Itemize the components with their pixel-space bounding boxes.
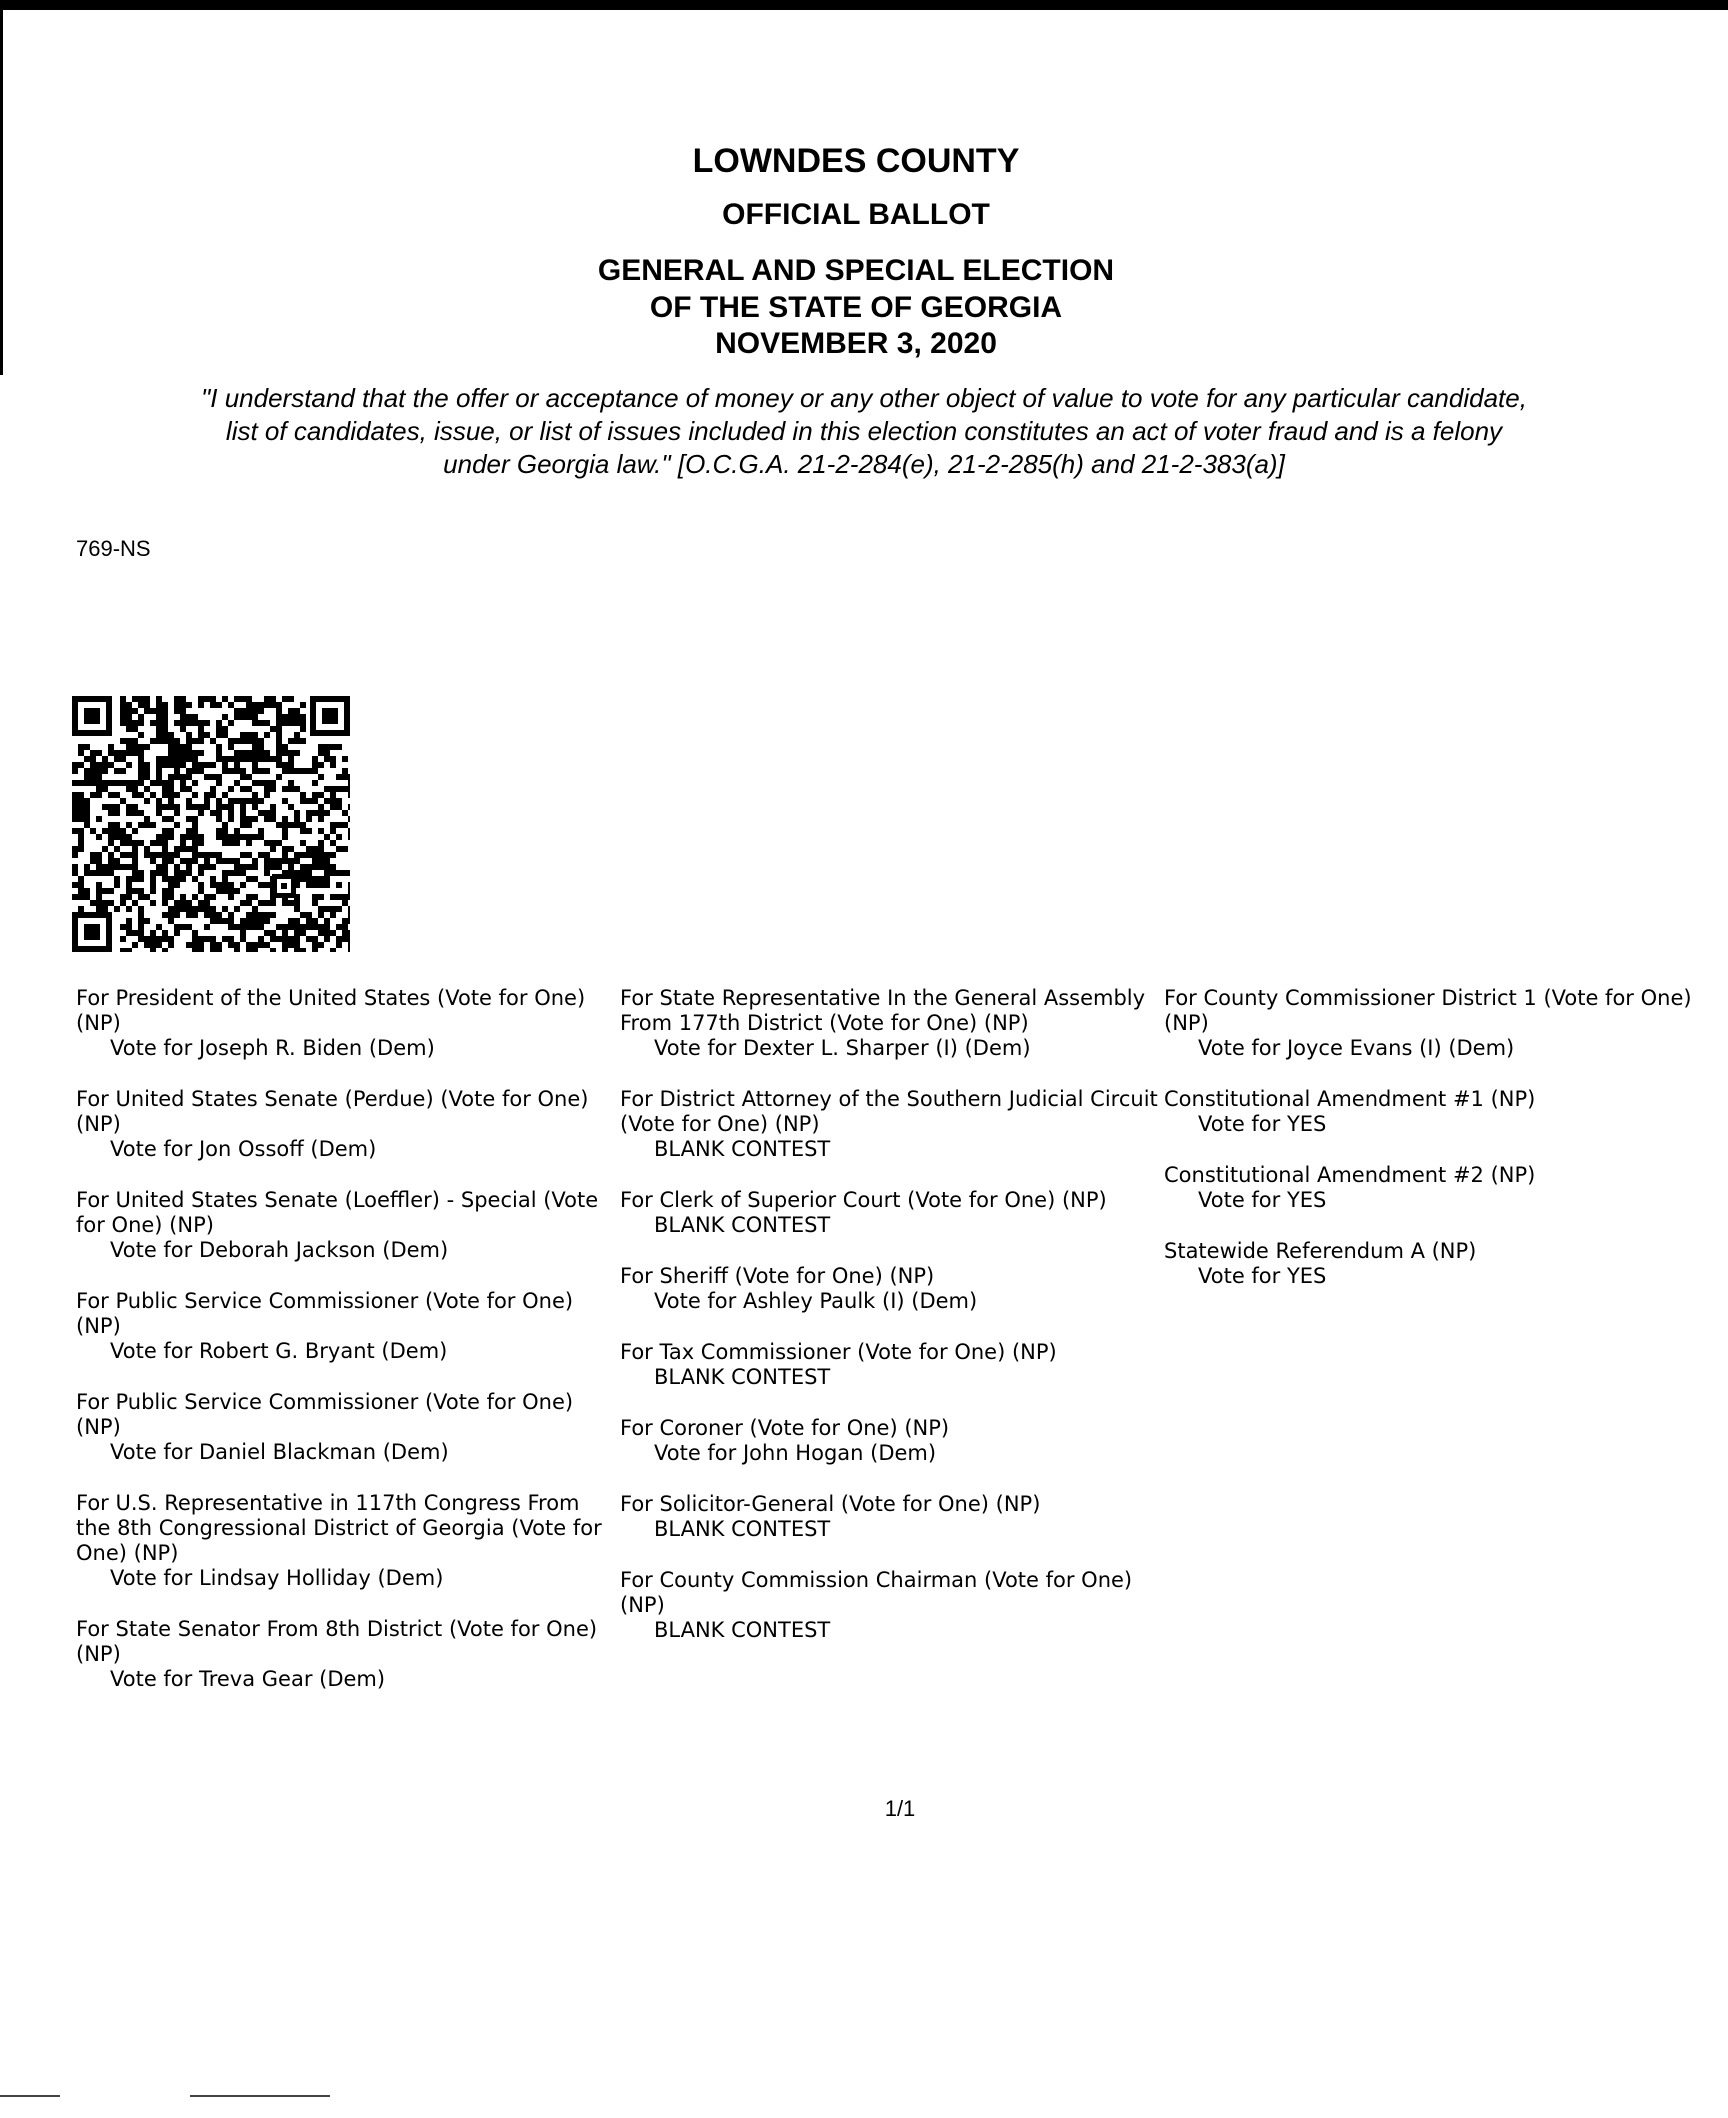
- contest-block: [76, 986, 616, 1061]
- county-title: LOWNDES COUNTY: [692, 142, 1020, 180]
- contest-block: [620, 1264, 1165, 1314]
- contest-selection: Vote for Dexter L. Sharper (I) (Dem): [654, 1036, 1031, 1060]
- contest-selection: Vote for Joyce Evans (I) (Dem): [1198, 1036, 1515, 1060]
- contest-block: [620, 1087, 1165, 1162]
- ballot-type-title: OFFICIAL BALLOT: [722, 198, 990, 231]
- qr-code: [72, 696, 350, 952]
- contest-column-3: [1164, 986, 1724, 1315]
- contest-block: [620, 1492, 1165, 1542]
- contest-title: For State Representative In the General Assembly From 177th District (Vote for One) (NP): [620, 986, 1146, 1035]
- contest-block: [1164, 986, 1724, 1061]
- election-date: NOVEMBER 3, 2020: [715, 327, 997, 360]
- contest-block: [76, 1491, 616, 1591]
- scan-edge-mark: [190, 2095, 330, 2097]
- contest-block: [620, 1568, 1165, 1643]
- contest-title: For District Attorney of the Southern Judicial Circuit (Vote for One) (NP): [620, 1087, 1158, 1136]
- contest-selection: Vote for John Hogan (Dem): [654, 1441, 937, 1465]
- contest-title: For Clerk of Superior Court (Vote for One) (NP): [620, 1188, 1107, 1212]
- contest-title: Statewide Referendum A (NP): [1164, 1239, 1477, 1263]
- contest-title: For Coroner (Vote for One) (NP): [620, 1416, 950, 1440]
- contest-selection: Vote for YES: [1198, 1188, 1327, 1212]
- contest-block: [76, 1617, 616, 1692]
- contest-block: [76, 1390, 616, 1465]
- scan-edge-mark: [0, 2095, 60, 2097]
- contest-block: [76, 1289, 616, 1364]
- contest-title: For President of the United States (Vote for One) (NP): [76, 986, 586, 1035]
- election-title: [0, 252, 1720, 326]
- contest-column-1: [76, 986, 616, 1718]
- contest-selection: Vote for YES: [1198, 1112, 1327, 1136]
- contest-selection: Vote for Deborah Jackson (Dem): [110, 1238, 449, 1262]
- contest-block: [620, 1416, 1165, 1466]
- contest-title: For County Commissioner District 1 (Vote for One) (NP): [1164, 986, 1692, 1035]
- contest-title: For County Commission Chairman (Vote for One) (NP): [620, 1568, 1133, 1617]
- page-number: 1/1: [884, 1796, 916, 1821]
- election-title-line1: GENERAL AND SPECIAL ELECTION: [597, 254, 1115, 287]
- oath-line3: under Georgia law." [O.C.G.A. 21-2-284(e), 21-2-285(h) and 21-2-383(a)]: [443, 449, 1285, 479]
- oath-line1: "I understand that the offer or acceptance of money or any other object of value to vote for any particular candidate,: [201, 383, 1527, 413]
- contest-selection: Vote for Robert G. Bryant (Dem): [110, 1339, 448, 1363]
- contest-title: Constitutional Amendment #1 (NP): [1164, 1087, 1536, 1111]
- contest-title: For United States Senate (Loeffler) - Special (Vote for One) (NP): [76, 1188, 599, 1237]
- election-title-line2: OF THE STATE OF GEORGIA: [649, 291, 1063, 324]
- contest-selection: Vote for Daniel Blackman (Dem): [110, 1440, 449, 1464]
- contest-title: For State Senator From 8th District (Vote for One) (NP): [76, 1617, 598, 1666]
- oath-line2: list of candidates, issue, or list of issues included in this election constitutes an act of voter fraud and is a felony: [225, 416, 1503, 446]
- contest-title: For Public Service Commissioner (Vote for One) (NP): [76, 1289, 574, 1338]
- scan-border-top: [0, 0, 1728, 10]
- contest-block: [620, 1340, 1165, 1390]
- contest-block: [76, 1087, 616, 1162]
- contest-selection: Vote for Ashley Paulk (I) (Dem): [654, 1289, 978, 1313]
- contest-column-2: [620, 986, 1165, 1669]
- contest-title: For U.S. Representative in 117th Congress From the 8th Congressional District of Georgia (Vote for One) (NP): [76, 1491, 602, 1565]
- contest-block: [1164, 1087, 1724, 1137]
- contest-block: [1164, 1239, 1724, 1289]
- contest-selection: Vote for Jon Ossoff (Dem): [110, 1137, 377, 1161]
- contest-selection: BLANK CONTEST: [654, 1137, 831, 1161]
- contest-selection: BLANK CONTEST: [654, 1618, 831, 1642]
- contest-title: Constitutional Amendment #2 (NP): [1164, 1163, 1536, 1187]
- contest-block: [1164, 1163, 1724, 1213]
- contest-title: For Solicitor-General (Vote for One) (NP): [620, 1492, 1041, 1516]
- ballot-style-code: 769-NS: [76, 536, 151, 561]
- contest-title: For Tax Commissioner (Vote for One) (NP): [620, 1340, 1057, 1364]
- contest-selection: Vote for Joseph R. Biden (Dem): [110, 1036, 435, 1060]
- contest-block: [620, 986, 1165, 1061]
- contest-selection: Vote for Treva Gear (Dem): [110, 1667, 386, 1691]
- contest-selection: Vote for Lindsay Holliday (Dem): [110, 1566, 444, 1590]
- voter-fraud-oath: [64, 382, 1664, 481]
- contest-selection: BLANK CONTEST: [654, 1365, 831, 1389]
- contest-title: For Public Service Commissioner (Vote for One) (NP): [76, 1390, 574, 1439]
- contest-block: [76, 1188, 616, 1263]
- contest-title: For Sheriff (Vote for One) (NP): [620, 1264, 935, 1288]
- contest-block: [620, 1188, 1165, 1238]
- contest-selection: BLANK CONTEST: [654, 1517, 831, 1541]
- contest-selection: Vote for YES: [1198, 1264, 1327, 1288]
- contest-selection: BLANK CONTEST: [654, 1213, 831, 1237]
- contest-title: For United States Senate (Perdue) (Vote for One) (NP): [76, 1087, 589, 1136]
